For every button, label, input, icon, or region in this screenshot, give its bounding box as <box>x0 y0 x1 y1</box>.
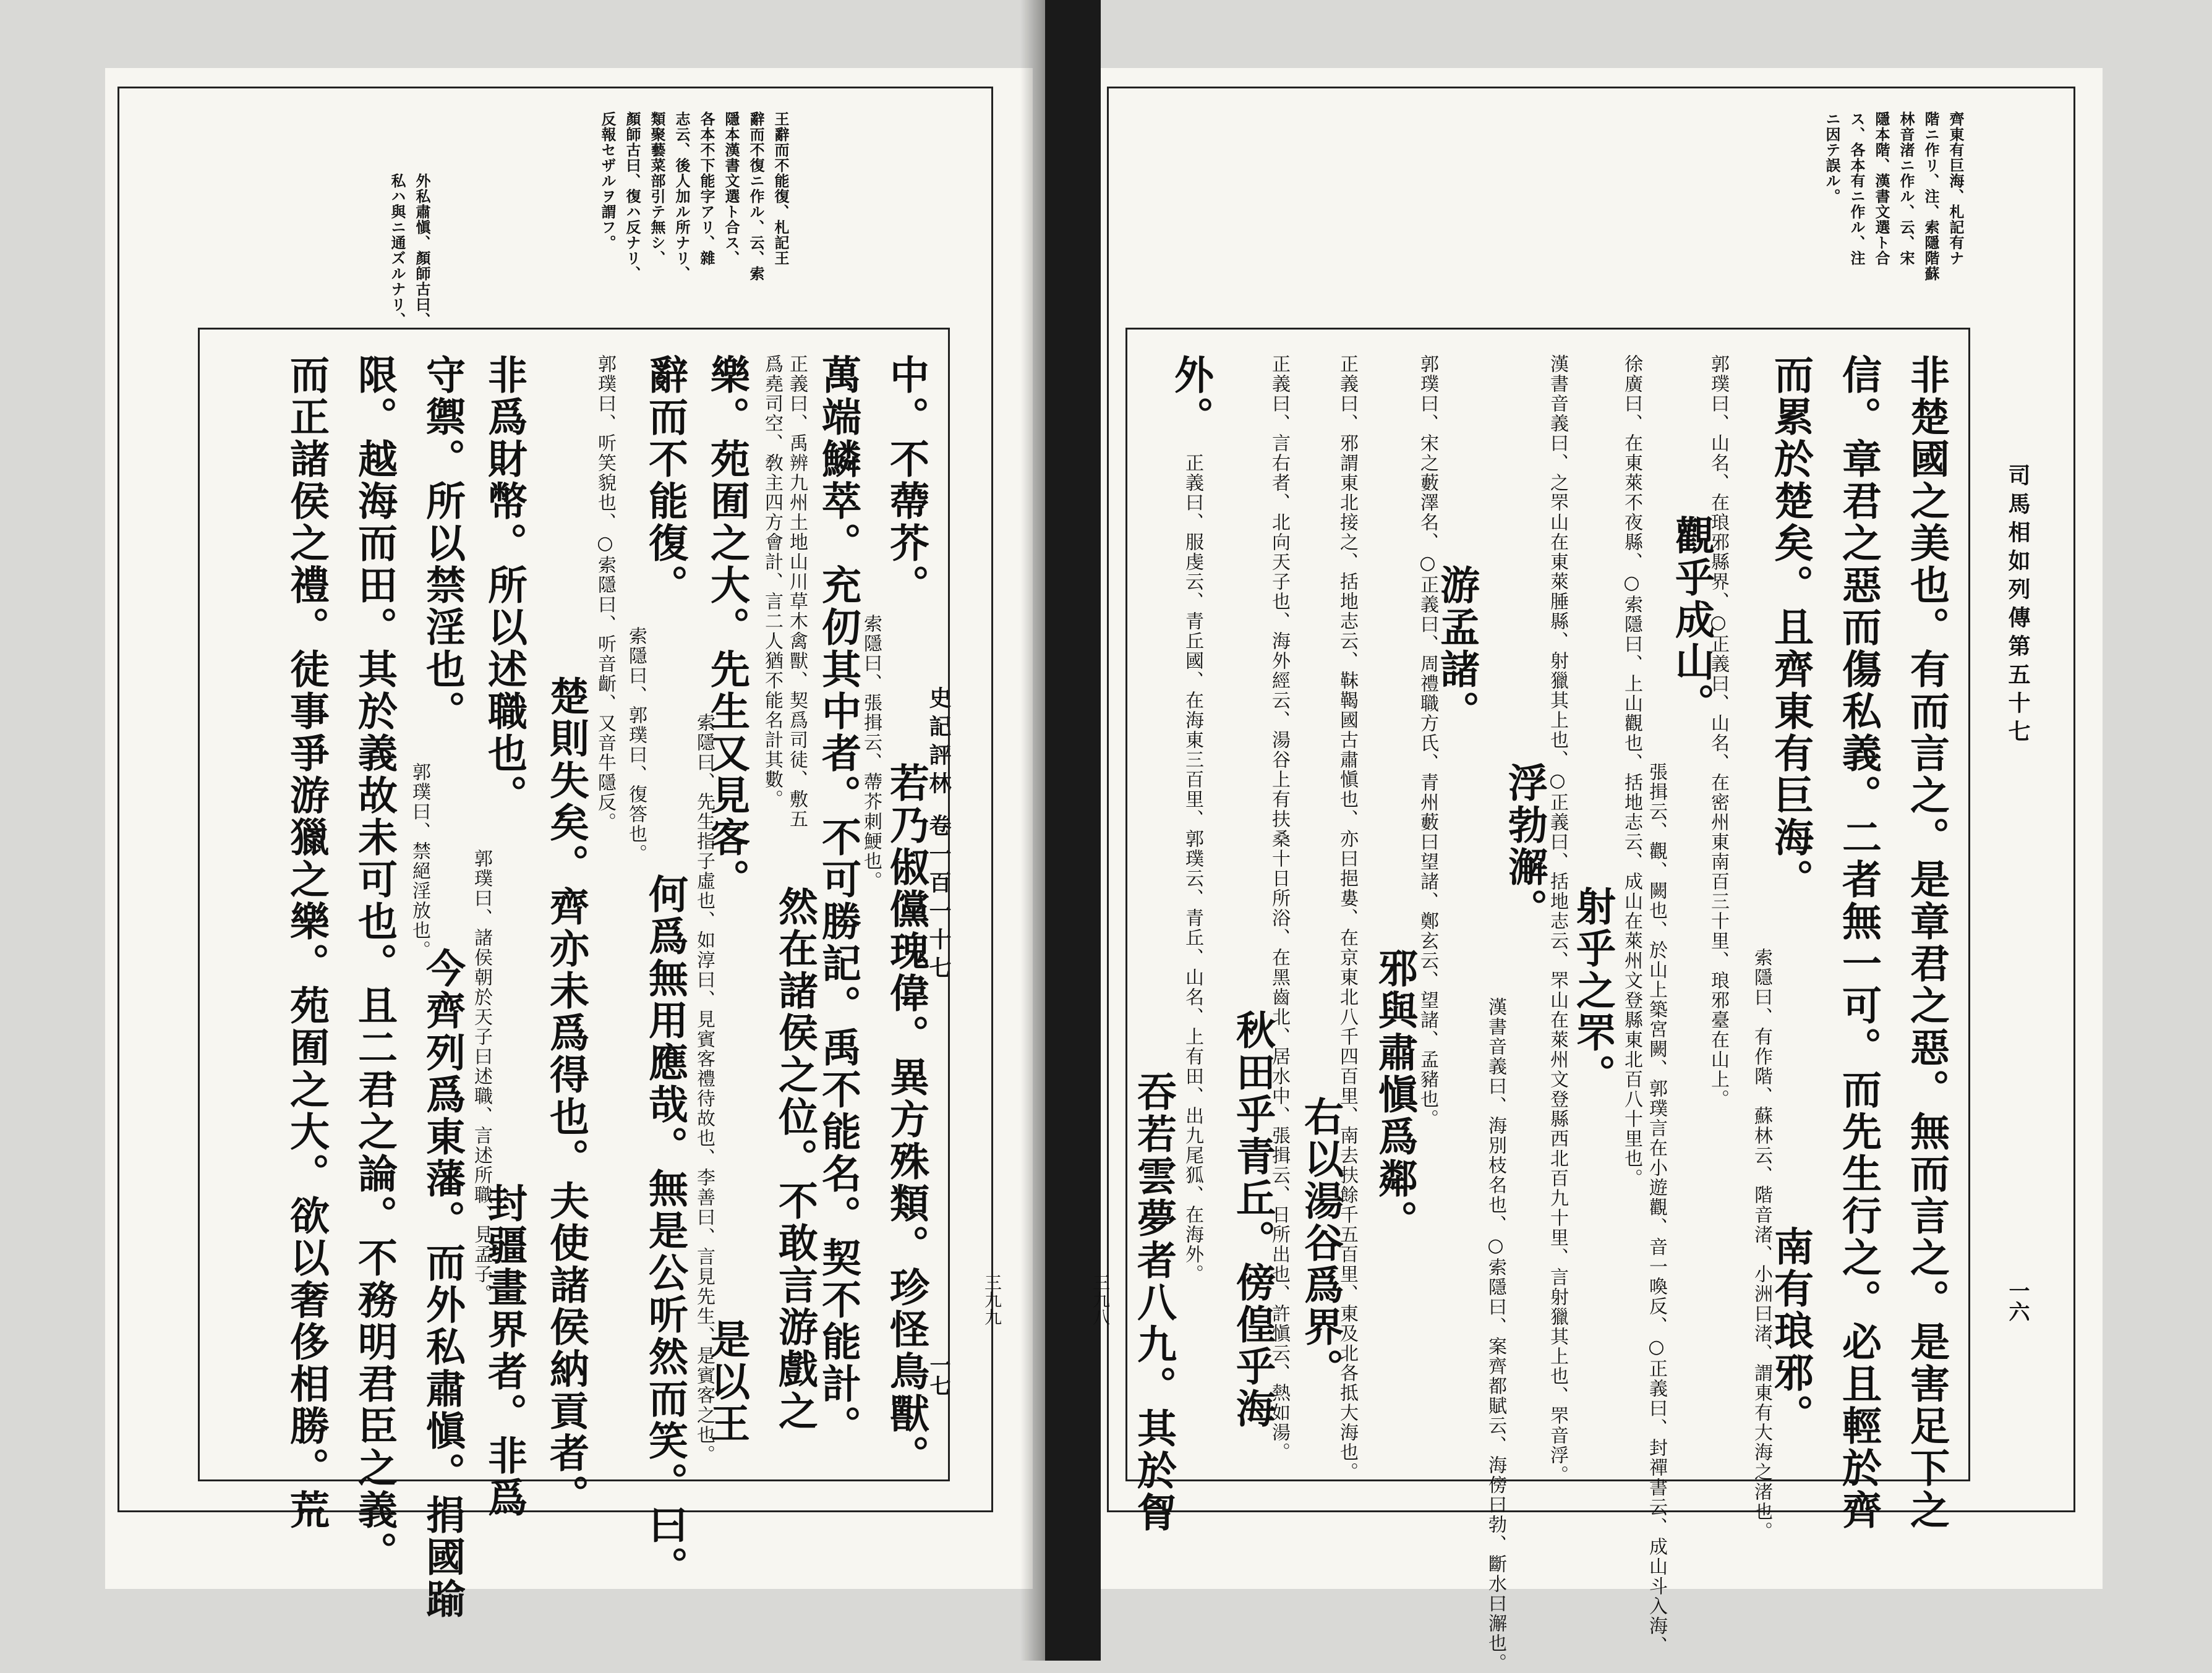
text-column: 南有琅邪。 <box>1767 1226 1814 1436</box>
note-line: 顏師古曰、復ハ反ナリ、 <box>623 111 641 281</box>
text-column: 非爲財幣。所以述職也。 <box>481 354 527 817</box>
annotation-column: 正義曰、服虔云、青丘國、在海東三百里、郭璞云、青丘、山名、上有田、出九尾狐、在海外。 <box>1182 453 1203 1284</box>
text-column: 信。章君之惡而傷私義。二者無一可。而先生行之。必且輕於齊 <box>1835 354 1882 1531</box>
note-line: 各本不下能字アリ、雜 <box>698 111 715 266</box>
note-line: 類聚藝菜部引テ無シ、 <box>648 111 666 266</box>
annotation-column: 徐廣曰、在東萊不夜縣、○索隱曰、上山觀也、括地志云、成山在萊州文登縣東北百八十里也。 <box>1621 354 1642 1188</box>
left-running-header: 史記評林 卷一百一十七 <box>926 686 952 985</box>
left-main-text-box <box>198 328 950 1620</box>
text-column: 秋田乎青丘。傍偟乎海 <box>1229 1010 1276 1430</box>
text-column: 限。越海而田。其於義故未可也。且二君之論。不務明君臣之義。 <box>351 354 398 1573</box>
text-column: 然在諸侯之位。不敢言游戲之 <box>772 886 818 1432</box>
left-line-number: 三九九 <box>982 1274 1002 1326</box>
text-column: 楚則失矣。齊亦未爲得也。夫使諸侯納貢者。 <box>543 676 589 1517</box>
right-line-number: 三九八 <box>1090 1274 1111 1326</box>
text-column: 射乎之罘。 <box>1569 886 1616 1096</box>
annotation-column: 正義曰、禹辨九州土地山川草木禽獸、契爲司徒、敷五 <box>786 354 808 829</box>
text-column: 右以湯谷爲界。 <box>1297 1096 1344 1390</box>
text-column: 而正諸侯之禮。徒事爭游獵之樂。苑囿之大。欲以奢侈相勝。荒 <box>283 354 330 1531</box>
text-column: 而累於楚矣。且齊東有巨海。 <box>1767 354 1814 901</box>
text-column: 中。不蔕芥。 <box>883 354 929 607</box>
note-line: 隱本漢書文選ト合ス、 <box>722 111 740 266</box>
annotation-column: 正義曰、邪謂東北接之、括地志云、靺鞨國古肅愼也、亦曰挹婁、在京東北八千四百里、南去扶餘千五百里、東及北各抵大海也。 <box>1336 354 1358 1482</box>
annotation-column: 張揖云、觀、闕也、於山上築宮闕、郭璞言在小遊觀、音一喚反、○正義曰、封禪書云、成山斗入海、 <box>1646 762 1667 1656</box>
note-line: 王辭而不能復、札記王 <box>772 111 790 266</box>
text-column: 守禦。所以禁淫也。 <box>419 354 466 733</box>
left-top-notes <box>538 111 798 321</box>
left-page <box>105 68 1033 1620</box>
note-line: ス、各本有ニ作ル、注 <box>1848 111 1866 266</box>
text-column: 辭而不能復。 <box>642 354 688 607</box>
note-line: 志云、後人加ル所ナリ、 <box>673 111 691 281</box>
right-main-text-box <box>1125 328 1970 1673</box>
text-column: 吞若雲夢者八九。其於胷 <box>1130 1071 1177 1534</box>
annotation-column: 爲堯司空、敎主四方會計、言二人猶不能名計其數。 <box>761 354 783 809</box>
annotation-column: 索隱曰、先生指子虛也、如淳曰、見賓客禮待故也、李善曰、言見先生、是賓客之也。 <box>693 713 715 1465</box>
note-line: 反報セザルヲ謂フ。 <box>599 111 617 250</box>
note-line: 外私肅愼、顏師古曰、 <box>413 173 431 328</box>
annotation-column: 郭璞曰、山名、在琅邪縣界、○正義曰、山名、在密州東南百三十里、琅邪臺在山上。 <box>1707 354 1729 1109</box>
left-bottom-notes <box>377 173 439 346</box>
text-column: 非楚國之美也。有而言之。是章君之惡。無而言之。是害足下之 <box>1903 354 1950 1531</box>
annotation-column: 漢書音義曰、之罘山在東萊腄縣、射獵其上也、○正義曰、括地志云、罘山在萊州文登縣西北百九十里、言射獵其上也、罘音浮。 <box>1547 354 1568 1485</box>
annotation-column: 漢書音義曰、海別枝名也、○索隱曰、案齊都賦云、海傍曰勃、斷水曰澥也。 <box>1485 997 1506 1673</box>
note-line: 齊東有巨海、札記有ナ <box>1947 111 1965 266</box>
note-line: 隱本階、漢書文選ト合 <box>1873 111 1890 266</box>
annotation-column: 索隱曰、有作階、蘇林云、階音渚、小洲曰渚、謂東有大海之渚也。 <box>1751 948 1772 1541</box>
left-page-number: 一七 <box>926 1354 950 1396</box>
annotation-column: 郭璞曰、听笑貌也、○索隱曰、听音齗、又音牛隱反。 <box>594 354 616 832</box>
text-column: 外。 <box>1168 354 1214 438</box>
text-column: 是以王 <box>704 1319 750 1445</box>
text-column: 封疆畫界者。非爲 <box>481 1183 527 1519</box>
right-page-number: 一六 <box>2005 1280 2030 1322</box>
note-line: ニ因テ誤ル。 <box>1823 111 1841 204</box>
text-column: 邪與肅愼爲鄰。 <box>1372 948 1418 1242</box>
text-column: 樂。苑囿之大。先生又見客。 <box>704 354 750 901</box>
text-column: 若乃俶儻瑰偉。異方殊類。珍怪鳥獸。 <box>883 762 929 1477</box>
annotation-column: 索隱曰、郭璞曰、復答也。 <box>625 626 647 864</box>
note-line: 林音渚ニ作ル、云、宋 <box>1897 111 1915 266</box>
annotation-column: 郭璞曰、禁絕淫放也。 <box>409 762 430 960</box>
text-column: 浮勃澥。 <box>1501 762 1548 930</box>
note-line: 階ニ作リ、注、索隱階蘇 <box>1922 111 1940 281</box>
right-running-header: 司馬相如列傳第五十七 <box>2005 464 2031 748</box>
text-column: 何爲無用應哉。無是公听然而笑。曰。 <box>642 874 688 1588</box>
text-column: 觀乎成山。 <box>1668 515 1715 725</box>
text-column: 游孟諸。 <box>1433 564 1480 733</box>
annotation-column: 郭璞曰、宋之藪澤名、○正義曰、周禮職方氏、青州藪曰望諸、鄭玄云、望諸、孟豬也。 <box>1417 354 1438 1129</box>
book-gutter <box>1045 0 1101 1661</box>
annotation-column: 正義曰、言右者、北向天子也、海外經云、湯谷上有扶桑十日所浴、在黑齒北、居水中、張揖云、日所出也、許愼云、熱如湯。 <box>1268 354 1290 1462</box>
right-page <box>1090 68 2103 1673</box>
right-top-notes <box>1812 111 1973 321</box>
text-column: 今齊列爲東藩。而外私肅愼。捐國踰 <box>419 948 466 1620</box>
annotation-column: 郭璞曰、諸侯朝於天子曰述職、言述所職、見孟子。 <box>471 849 492 1304</box>
note-line: 辭而不復ニ作ル、云、索 <box>747 111 765 281</box>
annotation-column: 索隱曰、張揖云、蔕芥刺鯁也。 <box>860 614 882 891</box>
text-column: 萬端鱗萃。充仞其中者。不可勝記。禹不能名。契不能計。 <box>815 354 861 1447</box>
note-line: 私ハ與ニ通ズルナリ、 <box>388 173 406 328</box>
